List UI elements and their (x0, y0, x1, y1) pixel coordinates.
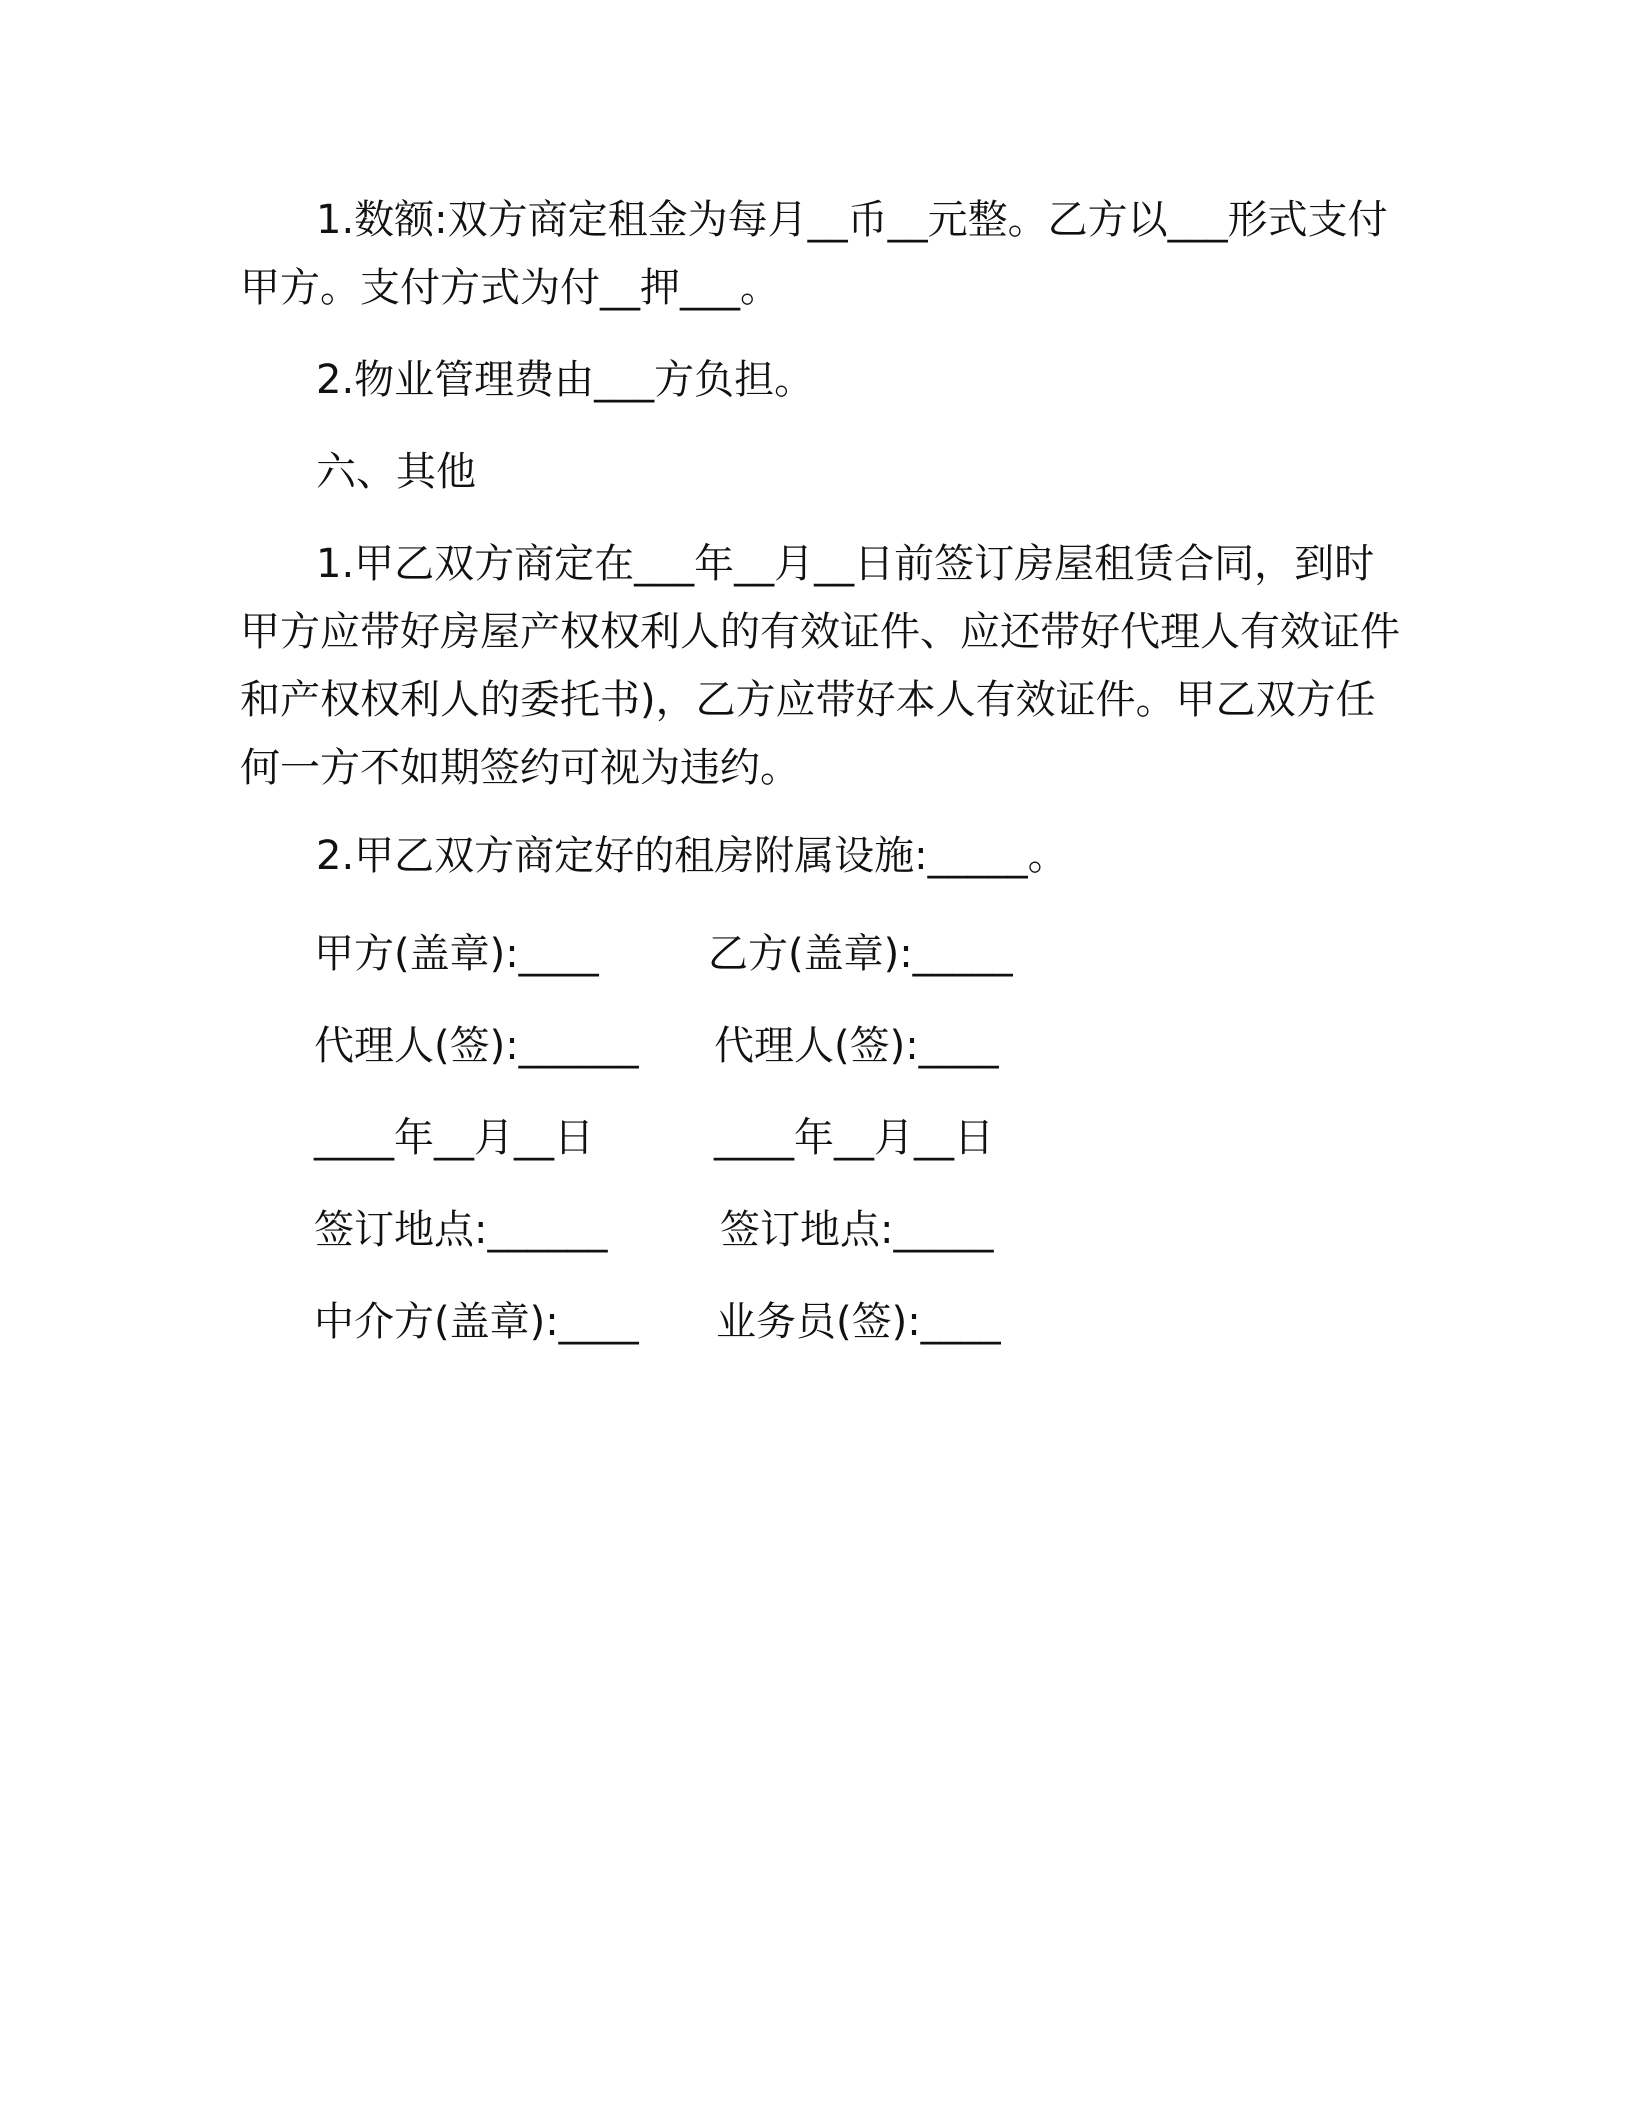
place-a-field: 签订地点:______ (314, 1207, 608, 1253)
place-b-field: 签订地点:_____ (720, 1207, 994, 1253)
date-b-field: ____年__月__日 (714, 1115, 994, 1161)
section-six-heading: 六、其他 (316, 449, 476, 495)
clause-signing: 1.甲乙双方商定在___年__月__日前签订房屋租赁合同，到时甲方应带好房屋产权权利人的有效证件、应还带好代理人有效证件和产权权利人的委托书)，乙方应带好本人有效证件。甲乙双方任何一方不如期签约可视为违约。 (240, 541, 1400, 791)
date-a-field: ____年__月__日 (314, 1115, 594, 1161)
salesperson-sign-field: 业务员(签):____ (716, 1299, 1001, 1345)
agent-b-sign-field: 代理人(签):____ (714, 1023, 999, 1069)
party-a-seal-field: 甲方(盖章):____ (314, 931, 599, 977)
party-b-seal-field: 乙方(盖章):_____ (708, 931, 1013, 977)
agent-a-sign-field: 代理人(签):______ (314, 1023, 639, 1069)
clause-property-fee: 2.物业管理费由___方负担。 (316, 357, 815, 403)
clause-payment-amount: 1.数额:双方商定租金为每月__币__元整。乙方以___形式支付甲方。支付方式为付__押___。 (240, 197, 1388, 311)
clause-facilities: 2.甲乙双方商定好的租房附属设施:_____。 (316, 833, 1068, 879)
intermediary-seal-field: 中介方(盖章):____ (314, 1299, 639, 1345)
